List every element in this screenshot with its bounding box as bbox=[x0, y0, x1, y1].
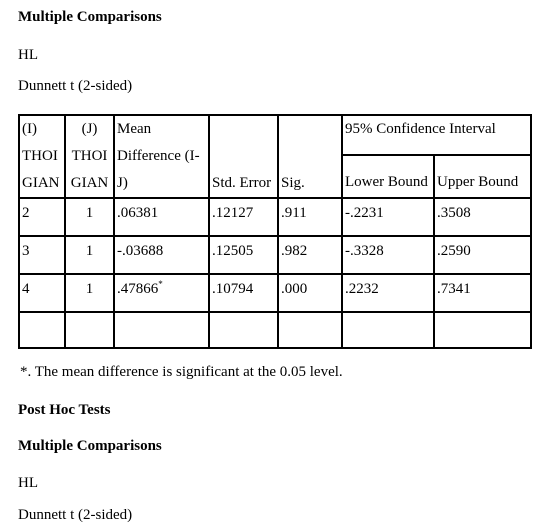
cell-mean-difference: .06381 bbox=[114, 198, 209, 236]
empty-cell bbox=[114, 312, 209, 348]
post-hoc-heading: Post Hoc Tests bbox=[18, 402, 111, 418]
header-row-1 bbox=[19, 115, 531, 155]
cell-std-error: .12127 bbox=[209, 198, 278, 236]
empty-cell bbox=[434, 312, 531, 348]
header-mean-difference: Mean Difference (I- J) bbox=[114, 115, 209, 198]
table-row bbox=[19, 236, 531, 274]
cell-j: 1 bbox=[65, 198, 114, 236]
cell-lower-bound: -.2231 bbox=[342, 198, 434, 236]
empty-cell bbox=[19, 312, 65, 348]
cell-lower-bound: -.3328 bbox=[342, 236, 434, 274]
header-std-error: Std. Error bbox=[209, 115, 278, 198]
cell-i: 3 bbox=[19, 236, 65, 274]
post-hoc-method-label: Dunnett t (2-sided) bbox=[18, 507, 133, 523]
header-sig: Sig. bbox=[278, 115, 342, 198]
empty-cell bbox=[65, 312, 114, 348]
empty-cell bbox=[278, 312, 342, 348]
multiple-comparisons-table bbox=[18, 114, 532, 349]
cell-sig: .982 bbox=[278, 236, 342, 274]
cell-sig: .911 bbox=[278, 198, 342, 236]
header-upper-bound: Upper Bound bbox=[434, 155, 531, 198]
cell-lower-bound: .2232 bbox=[342, 274, 434, 312]
empty-cell bbox=[209, 312, 278, 348]
header-lower-bound: Lower Bound bbox=[342, 155, 434, 198]
table-row bbox=[19, 198, 531, 236]
cell-sig: .000 bbox=[278, 274, 342, 312]
section-title: Multiple Comparisons bbox=[18, 9, 162, 25]
method-label: Dunnett t (2-sided) bbox=[18, 78, 133, 94]
cell-j: 1 bbox=[65, 236, 114, 274]
cell-i: 2 bbox=[19, 198, 65, 236]
significance-marker: * bbox=[158, 279, 163, 289]
cell-upper-bound: .3508 bbox=[434, 198, 531, 236]
cell-std-error: .12505 bbox=[209, 236, 278, 274]
table-footnote: *. The mean difference is significant at the 0.05 level. bbox=[20, 364, 343, 380]
dependent-variable-label: HL bbox=[18, 47, 38, 63]
cell-upper-bound: .7341 bbox=[434, 274, 531, 312]
cell-j: 1 bbox=[65, 274, 114, 312]
post-hoc-dependent-label: HL bbox=[18, 475, 38, 491]
cell-mean-difference: -.03688 bbox=[114, 236, 209, 274]
empty-row bbox=[19, 312, 531, 348]
cell-i: 4 bbox=[19, 274, 65, 312]
cell-upper-bound: .2590 bbox=[434, 236, 531, 274]
header-j-thoi-gian: (J) THOI GIAN bbox=[65, 115, 114, 198]
header-i-thoi-gian: (I) THOI GIAN bbox=[19, 115, 65, 198]
empty-cell bbox=[342, 312, 434, 348]
cell-mean-difference: .47866* bbox=[114, 274, 209, 312]
post-hoc-title: Multiple Comparisons bbox=[18, 438, 162, 454]
table-row bbox=[19, 274, 531, 312]
cell-std-error: .10794 bbox=[209, 274, 278, 312]
header-confidence-interval: 95% Confidence Interval bbox=[342, 115, 531, 155]
